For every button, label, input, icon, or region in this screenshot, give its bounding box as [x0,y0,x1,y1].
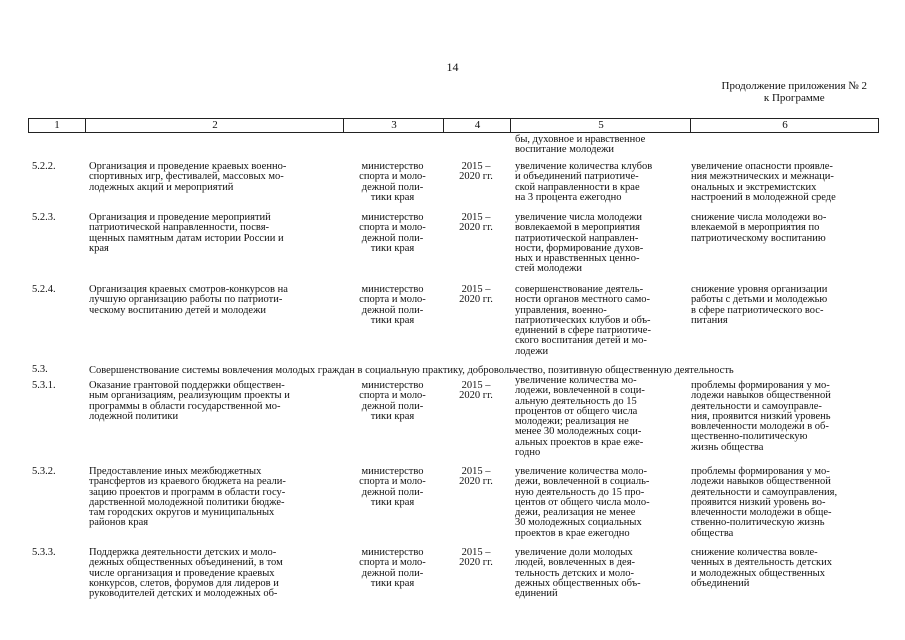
row-term: 2015 – 2020 гг. [459,212,493,234]
row-term: 2015 – 2020 гг. [459,380,493,402]
row-executor: министерство спорта и моло- дежной поли- тики края [359,466,426,508]
table-header-row [28,118,879,133]
header-col-5: 5 [510,119,691,132]
section-title: Совершенствование системы вовлечения молодых граждан в социальную практику, добровольчество, позитивную общественную деятельность [89,365,734,376]
row-number: 5.3.1. [32,380,56,391]
row-term: 2015 – 2020 гг. [459,161,493,183]
row-number: 5.3.2. [32,466,56,477]
header-col-1: 1 [54,119,60,131]
row-result: увеличение количества мо- лодежи, вовлеченной в соци- альную деятельность до 15 процентов от общего числа молодежи; реализация не менее 30 молодежных соци- альных проектов в крае еже- годно [515,375,645,459]
row-number: 5.2.3. [32,212,56,223]
section-number: 5.3. [32,364,48,375]
page-number: 14 [446,60,459,74]
row-result: увеличение количества клубов и объединений патриотиче- ской направленности в крае на 3 процента ежегодно [515,161,653,203]
row-risk: увеличение опасности проявле- ния межэтнических и межнаци- ональных и экстремистских настроений в молодежной среде [691,161,836,203]
row-executor: министерство спорта и моло- дежной поли- тики края [359,161,426,203]
row-activity: Организация и проведение краевых военно- спортивных игр, фестивалей, массовых мо- лодежных акций и мероприятий [89,161,287,193]
row-result: совершенствование деятель- ности органов местного само- управления, военно- патриотических клубов и объ- единений в сфере патриотиче- ского воспитания детей и мо- лодежи [515,284,651,357]
row-number: 5.3.3. [32,547,56,558]
header-col-3: 3 [343,119,444,132]
row-activity: Организация краевых смотров-конкурсов на лучшую организацию работы по патриоти- ческому воспитанию детей и молодежи [89,284,288,316]
row-risk: снижение количества вовле- ченных в деятельность детских и молодежных общественных объединений [691,547,832,589]
row-risk: проблемы формирования у мо- лодежи навыков общественной деятельности и самоуправления, проявится низкий уровень во- влеченности молодежи в обще- ственно-политическую жизнь общества [691,466,838,539]
row-risk: проблемы формирования у мо- лодежи навыков общественной деятельности и самоуправле- ния, проявится низкий уровень вовлеченности молодежи в об- щественно-политическую жизнь общества [691,380,831,453]
header-col-4: 4 [443,119,511,132]
row-term: 2015 – 2020 гг. [459,547,493,569]
appendix-caption [722,80,867,104]
row-activity: Организация и проведение мероприятий патриотической направленности, посвя- щенных памятным датам истории России и края [89,212,284,254]
row-result: увеличение числа молодежи вовлекаемой в мероприятия патриотической направлен- ности, формирование духов- ных и нравственных ценно- стей молодежи [515,212,644,275]
row-activity: Поддержка деятельности детских и моло- дежных общественных объединений, в том числе организация и проведение краевых конкурсов, слетов, форумов для лидеров и руководителей детских и молодежных об- [89,547,283,600]
row-number: 5.2.4. [32,284,56,295]
row-executor: министерство спорта и моло- дежной поли- тики края [359,284,426,326]
row-executor: министерство спорта и моло- дежной поли- тики края [359,380,426,422]
header-col-2: 2 [85,119,344,132]
row-result: увеличение доли молодых людей, вовлеченных в дея- тельность детских и моло- дежных общественных объ- единений [515,547,641,600]
row-result: увеличение количества моло- дежи, вовлеченной в социаль- ную деятельность до 15 про- центов от общего числа моло- дежи, реализация не менее 30 молодежных социальных проектов в крае ежегодно [515,466,650,539]
row-term: 2015 – 2020 гг. [459,284,493,306]
header-col-6: 6 [690,119,879,132]
row-activity: Предоставление иных межбюджетных трансфертов из краевого бюджета на реали- зацию проектов и программ в области госу- дарственной молодежной политики бюдже- там городских округов и муниципальных районов края [89,466,286,529]
appendix-line-2: к Программе [763,92,825,104]
appendix-line-1: Продолжение приложения № 2 [721,80,867,92]
row-risk: снижение уровня организации работы с детьми и молодежью в сфере патриотического вос- питания [691,284,828,326]
row-executor: министерство спорта и моло- дежной поли- тики края [359,547,426,589]
row-activity: Оказание грантовой поддержки обществен- ным организациям, реализующим проекты и программы в области государственной мо- лодежной политики [89,380,290,422]
continuation-text: бы, духовное и нравственное воспитание молодежи [515,134,646,156]
row-executor: министерство спорта и моло- дежной поли- тики края [359,212,426,254]
row-number: 5.2.2. [32,161,56,172]
row-risk: снижение числа молодежи во- влекаемой в мероприятия по патриотическому воспитанию [691,212,827,244]
row-term: 2015 – 2020 гг. [459,466,493,488]
